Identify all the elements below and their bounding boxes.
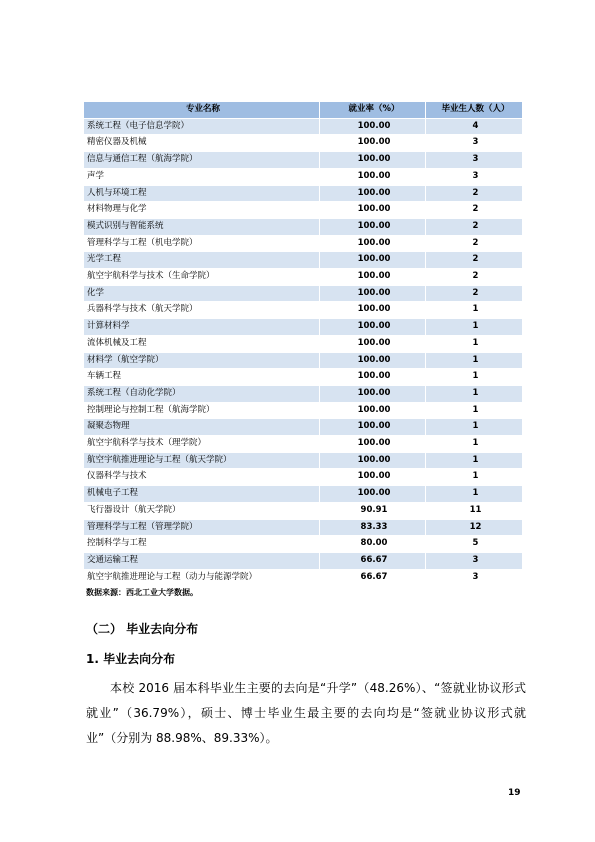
graduate-count-cell: 1 <box>426 452 523 469</box>
major-name-cell: 信息与通信工程（航海学院） <box>84 152 320 169</box>
table-row <box>84 352 523 369</box>
graduate-count-cell: 3 <box>426 552 523 569</box>
employment-rate-cell: 100.00 <box>320 352 426 369</box>
body-paragraph: 本校 2016 届本科毕业生主要的去向是“升学”（48.26%）、“签就业协议形式就业”（36.79%），硕士、博士毕业生最主要的去向均是“签就业协议形式就业”（分别为 88.98%、89.33%）。 <box>86 681 526 745</box>
major-name-cell: 兵器科学与技术（航天学院） <box>84 302 320 319</box>
major-name-cell: 计算材料学 <box>84 319 320 336</box>
major-name-cell: 仪器科学与技术 <box>84 469 320 486</box>
employment-rate-cell: 100.00 <box>320 152 426 169</box>
employment-rate-cell: 100.00 <box>320 202 426 219</box>
table-body <box>84 118 523 586</box>
major-name-cell: 机械电子工程 <box>84 486 320 503</box>
employment-rate-cell: 100.00 <box>320 285 426 302</box>
graduate-count-cell: 1 <box>426 352 523 369</box>
major-name-cell: 航空宇航科学与技术（生命学院） <box>84 269 320 286</box>
graduate-count-cell: 2 <box>426 202 523 219</box>
table-row <box>84 202 523 219</box>
employment-rate-cell: 100.00 <box>320 419 426 436</box>
graduate-count-cell: 2 <box>426 218 523 235</box>
table-row <box>84 185 523 202</box>
employment-rate-cell: 100.00 <box>320 135 426 152</box>
table-row <box>84 519 523 536</box>
graduate-count-cell: 1 <box>426 419 523 436</box>
employment-rate-cell: 100.00 <box>320 369 426 386</box>
table-row <box>84 385 523 402</box>
graduate-count-cell: 1 <box>426 335 523 352</box>
graduate-count-cell: 11 <box>426 502 523 519</box>
employment-rate-cell: 100.00 <box>320 185 426 202</box>
major-name-cell: 化学 <box>84 285 320 302</box>
table-row <box>84 486 523 503</box>
employment-rate-cell: 100.00 <box>320 218 426 235</box>
major-name-cell: 系统工程（自动化学院） <box>84 385 320 402</box>
table-row <box>84 135 523 152</box>
table-header-row <box>84 102 523 119</box>
graduate-count-cell: 3 <box>426 152 523 169</box>
graduate-count-cell: 4 <box>426 118 523 135</box>
graduate-count-cell: 2 <box>426 269 523 286</box>
employment-rate-cell: 66.67 <box>320 569 426 586</box>
graduate-count-cell: 1 <box>426 302 523 319</box>
major-name-cell: 航空宇航推进理论与工程（动力与能源学院） <box>84 569 320 586</box>
employment-rate-cell: 100.00 <box>320 319 426 336</box>
employment-rate-cell: 100.00 <box>320 168 426 185</box>
table-row <box>84 536 523 553</box>
table-row <box>84 369 523 386</box>
major-name-cell: 航空宇航推进理论与工程（航天学院） <box>84 452 320 469</box>
graduate-count-cell: 1 <box>426 469 523 486</box>
major-name-cell: 航空宇航科学与技术（理学院） <box>84 436 320 453</box>
major-name-cell: 精密仪器及机械 <box>84 135 320 152</box>
graduate-count-cell: 3 <box>426 168 523 185</box>
table-row <box>84 235 523 252</box>
table-row <box>84 218 523 235</box>
employment-rate-table <box>83 101 523 586</box>
employment-rate-cell: 100.00 <box>320 269 426 286</box>
graduate-count-cell: 1 <box>426 385 523 402</box>
major-name-cell: 车辆工程 <box>84 369 320 386</box>
table-row <box>84 118 523 135</box>
major-name-cell: 交通运输工程 <box>84 552 320 569</box>
major-name-cell: 声学 <box>84 168 320 185</box>
graduate-count-cell: 12 <box>426 519 523 536</box>
table-row <box>84 252 523 269</box>
table-row <box>84 502 523 519</box>
header-graduate-count: 毕业生人数（人） <box>426 102 523 119</box>
table-row <box>84 335 523 352</box>
subsection-heading: 1. 毕业去向分布 <box>86 652 176 666</box>
graduate-count-cell: 2 <box>426 235 523 252</box>
major-name-cell: 系统工程（电子信息学院） <box>84 118 320 135</box>
major-name-cell: 控制科学与工程 <box>84 536 320 553</box>
table-row <box>84 168 523 185</box>
major-name-cell: 模式识别与智能系统 <box>84 218 320 235</box>
page-number: 19 <box>508 788 521 798</box>
graduate-count-cell: 1 <box>426 402 523 419</box>
major-name-cell: 管理科学与工程（管理学院） <box>84 519 320 536</box>
table-row <box>84 302 523 319</box>
employment-rate-cell: 100.00 <box>320 252 426 269</box>
table-row <box>84 285 523 302</box>
graduate-count-cell: 2 <box>426 185 523 202</box>
table-row <box>84 269 523 286</box>
table-row <box>84 469 523 486</box>
table-row <box>84 319 523 336</box>
employment-rate-cell: 100.00 <box>320 452 426 469</box>
table-row <box>84 436 523 453</box>
graduate-count-cell: 2 <box>426 285 523 302</box>
table-row <box>84 419 523 436</box>
employment-rate-cell: 80.00 <box>320 536 426 553</box>
graduate-count-cell: 3 <box>426 569 523 586</box>
major-name-cell: 材料学（航空学院） <box>84 352 320 369</box>
table-row <box>84 452 523 469</box>
employment-rate-cell: 100.00 <box>320 302 426 319</box>
major-name-cell: 流体机械及工程 <box>84 335 320 352</box>
graduate-count-cell: 1 <box>426 436 523 453</box>
major-name-cell: 人机与环境工程 <box>84 185 320 202</box>
table-row <box>84 552 523 569</box>
graduate-count-cell: 2 <box>426 252 523 269</box>
data-source-note: 数据来源：西北工业大学数据。 <box>86 588 198 597</box>
graduate-count-cell: 1 <box>426 369 523 386</box>
graduate-count-cell: 5 <box>426 536 523 553</box>
employment-rate-cell: 100.00 <box>320 402 426 419</box>
employment-rate-cell: 100.00 <box>320 118 426 135</box>
major-name-cell: 管理科学与工程（机电学院） <box>84 235 320 252</box>
section-heading: （二） 毕业去向分布 <box>86 622 199 636</box>
major-name-cell: 光学工程 <box>84 252 320 269</box>
employment-rate-cell: 100.00 <box>320 436 426 453</box>
major-name-cell: 控制理论与控制工程（航海学院） <box>84 402 320 419</box>
employment-rate-cell: 100.00 <box>320 235 426 252</box>
employment-rate-cell: 83.33 <box>320 519 426 536</box>
table-row <box>84 402 523 419</box>
major-name-cell: 飞行器设计（航天学院） <box>84 502 320 519</box>
employment-rate-cell: 100.00 <box>320 385 426 402</box>
header-major: 专业名称 <box>84 102 320 119</box>
employment-rate-cell: 100.00 <box>320 335 426 352</box>
graduate-count-cell: 3 <box>426 135 523 152</box>
major-name-cell: 凝聚态物理 <box>84 419 320 436</box>
employment-rate-cell: 100.00 <box>320 486 426 503</box>
table-row <box>84 569 523 586</box>
employment-rate-cell: 100.00 <box>320 469 426 486</box>
employment-rate-cell: 90.91 <box>320 502 426 519</box>
header-employment-rate: 就业率（%） <box>320 102 426 119</box>
graduate-count-cell: 1 <box>426 319 523 336</box>
major-name-cell: 材料物理与化学 <box>84 202 320 219</box>
table-row <box>84 152 523 169</box>
employment-rate-cell: 66.67 <box>320 552 426 569</box>
graduate-count-cell: 1 <box>426 486 523 503</box>
